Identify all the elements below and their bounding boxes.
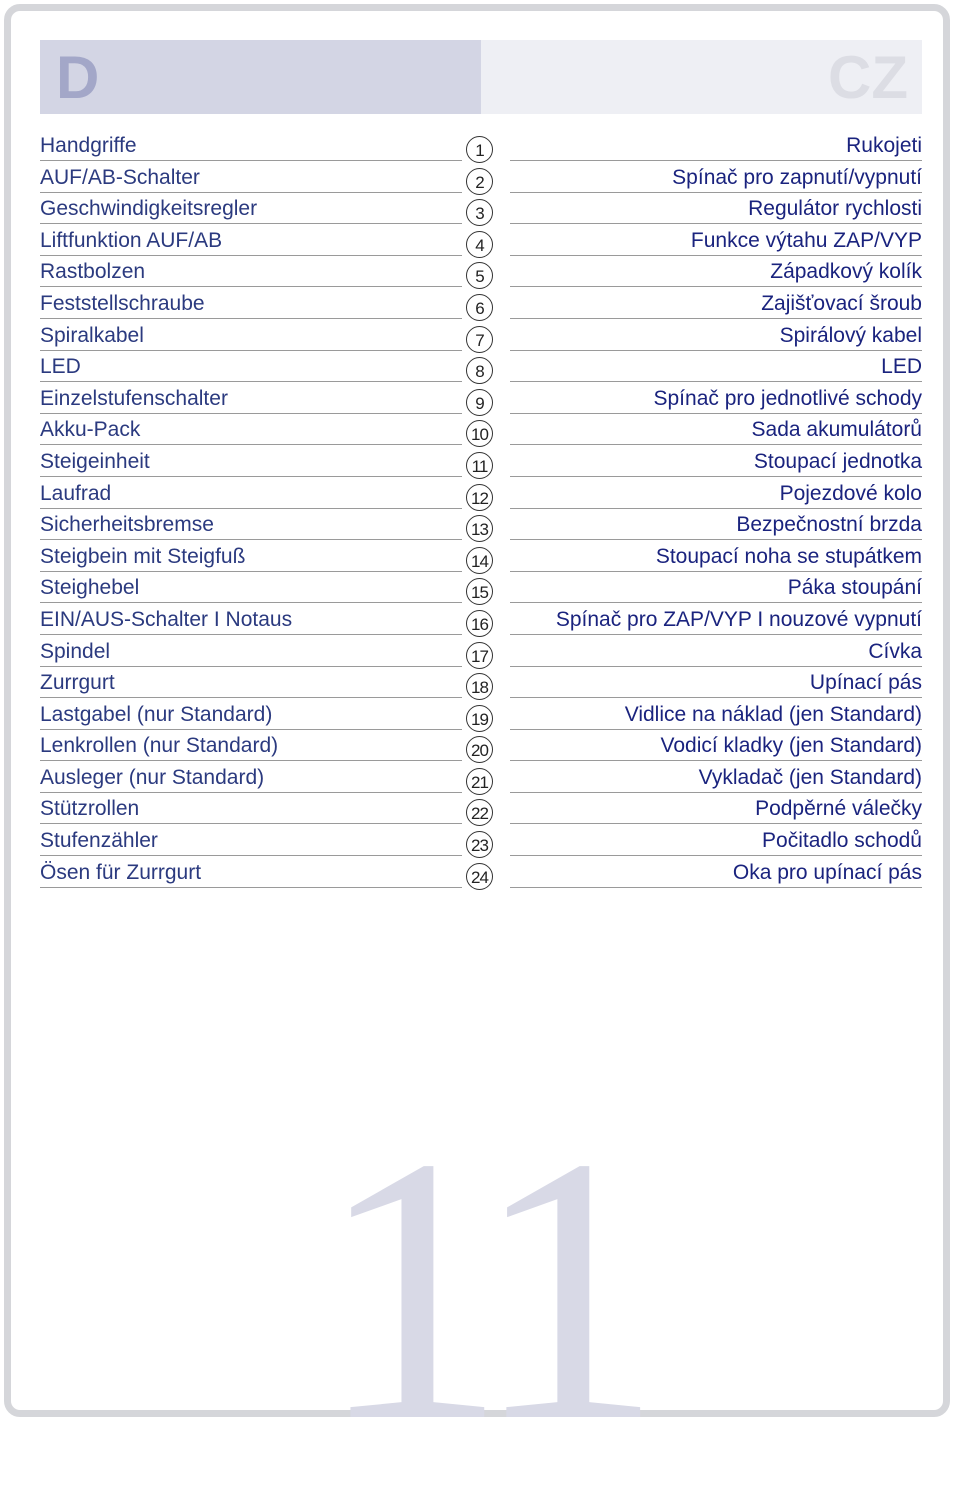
item-number-badge: 22	[466, 799, 493, 826]
item-number-badge: 9	[466, 389, 493, 416]
german-label: EIN/AUS-Schalter I Notaus	[40, 605, 462, 635]
item-number-badge: 10	[466, 420, 493, 447]
list-item	[40, 131, 922, 163]
german-label: Stufenzähler	[40, 826, 462, 856]
list-item	[40, 194, 922, 226]
czech-label: Podpěrné válečky	[510, 794, 922, 824]
german-label: Lastgabel (nur Standard)	[40, 700, 462, 730]
item-number-badge: 16	[466, 610, 493, 637]
german-label: Steighebel	[40, 573, 462, 603]
german-label: Rastbolzen	[40, 257, 462, 287]
czech-label: Rukojeti	[510, 131, 922, 161]
list-item	[40, 384, 922, 416]
german-label: Ösen für Zurrgurt	[40, 858, 462, 888]
item-number-badge: 11	[466, 452, 493, 479]
item-number-badge: 14	[466, 547, 493, 574]
item-number-badge: 1	[466, 136, 493, 163]
list-item	[40, 763, 922, 795]
czech-label: Počitadlo schodů	[510, 826, 922, 856]
list-item	[40, 321, 922, 353]
list-item	[40, 637, 922, 669]
item-number-badge: 5	[466, 262, 493, 289]
list-item	[40, 447, 922, 479]
list-item	[40, 226, 922, 258]
german-label: Steigbein mit Steigfuß	[40, 542, 462, 572]
list-item	[40, 826, 922, 858]
german-label: Lenkrollen (nur Standard)	[40, 731, 462, 761]
czech-label: Zajišťovací šroub	[510, 289, 922, 319]
czech-label: Cívka	[510, 637, 922, 667]
german-label: Ausleger (nur Standard)	[40, 763, 462, 793]
german-label: Handgriffe	[40, 131, 462, 161]
item-number-badge: 15	[466, 578, 493, 605]
czech-label: Stoupací noha se stupátkem	[510, 542, 922, 572]
item-number-badge: 4	[466, 231, 493, 258]
item-number-badge: 20	[466, 736, 493, 763]
czech-label: Upínací pás	[510, 668, 922, 698]
german-label: Geschwindigkeitsregler	[40, 194, 462, 224]
item-number-badge: 23	[466, 831, 493, 858]
german-label: Akku-Pack	[40, 415, 462, 445]
item-number-badge: 12	[466, 484, 493, 511]
list-item	[40, 163, 922, 195]
item-number-badge: 19	[466, 705, 493, 732]
czech-label: Pojezdové kolo	[510, 479, 922, 509]
item-number-badge: 17	[466, 642, 493, 669]
language-code-german: D	[56, 44, 100, 111]
czech-label: Sada akumulátorů	[510, 415, 922, 445]
german-label: Sicherheitsbremse	[40, 510, 462, 540]
list-item	[40, 573, 922, 605]
german-label: Liftfunktion AUF/AB	[40, 226, 462, 256]
german-label: Feststellschraube	[40, 289, 462, 319]
czech-label: Stoupací jednotka	[510, 447, 922, 477]
czech-label: Spínač pro zapnutí/vypnutí	[510, 163, 922, 193]
czech-label: Regulátor rychlosti	[510, 194, 922, 224]
item-number-badge: 13	[466, 515, 493, 542]
czech-label: Spirálový kabel	[510, 321, 922, 351]
item-number-badge: 3	[466, 199, 493, 226]
czech-label: Západkový kolík	[510, 257, 922, 287]
list-item	[40, 700, 922, 732]
german-label: LED	[40, 352, 462, 382]
parts-list	[40, 131, 922, 889]
item-number-badge: 24	[466, 863, 493, 890]
header-german	[40, 40, 481, 114]
czech-label: Vykladač (jen Standard)	[510, 763, 922, 793]
german-label: Spindel	[40, 637, 462, 667]
item-number-badge: 18	[466, 673, 493, 700]
page-number: 11	[317, 1079, 643, 1500]
german-label: Steigeinheit	[40, 447, 462, 477]
list-item	[40, 352, 922, 384]
czech-label: Bezpečnostní brzda	[510, 510, 922, 540]
german-label: Laufrad	[40, 479, 462, 509]
czech-label: Oka pro upínací pás	[510, 858, 922, 888]
list-item	[40, 858, 922, 890]
list-item	[40, 289, 922, 321]
czech-label: Spínač pro ZAP/VYP I nouzové vypnutí	[510, 605, 922, 635]
german-label: AUF/AB-Schalter	[40, 163, 462, 193]
list-item	[40, 510, 922, 542]
german-label: Spiralkabel	[40, 321, 462, 351]
list-item	[40, 257, 922, 289]
item-number-badge: 7	[466, 326, 493, 353]
list-item	[40, 668, 922, 700]
list-item	[40, 542, 922, 574]
language-code-czech: CZ	[828, 44, 908, 111]
czech-label: Vidlice na náklad (jen Standard)	[510, 700, 922, 730]
item-number-badge: 6	[466, 294, 493, 321]
item-number-badge: 21	[466, 768, 493, 795]
item-number-badge: 8	[466, 357, 493, 384]
czech-label: Vodicí kladky (jen Standard)	[510, 731, 922, 761]
czech-label: Páka stoupání	[510, 573, 922, 603]
header-czech	[481, 40, 922, 114]
german-label: Zurrgurt	[40, 668, 462, 698]
czech-label: LED	[510, 352, 922, 382]
list-item	[40, 415, 922, 447]
list-item	[40, 479, 922, 511]
list-item	[40, 794, 922, 826]
czech-label: Funkce výtahu ZAP/VYP	[510, 226, 922, 256]
list-item	[40, 731, 922, 763]
list-item	[40, 605, 922, 637]
item-number-badge: 2	[466, 168, 493, 195]
german-label: Stützrollen	[40, 794, 462, 824]
czech-label: Spínač pro jednotlivé schody	[510, 384, 922, 414]
german-label: Einzelstufenschalter	[40, 384, 462, 414]
